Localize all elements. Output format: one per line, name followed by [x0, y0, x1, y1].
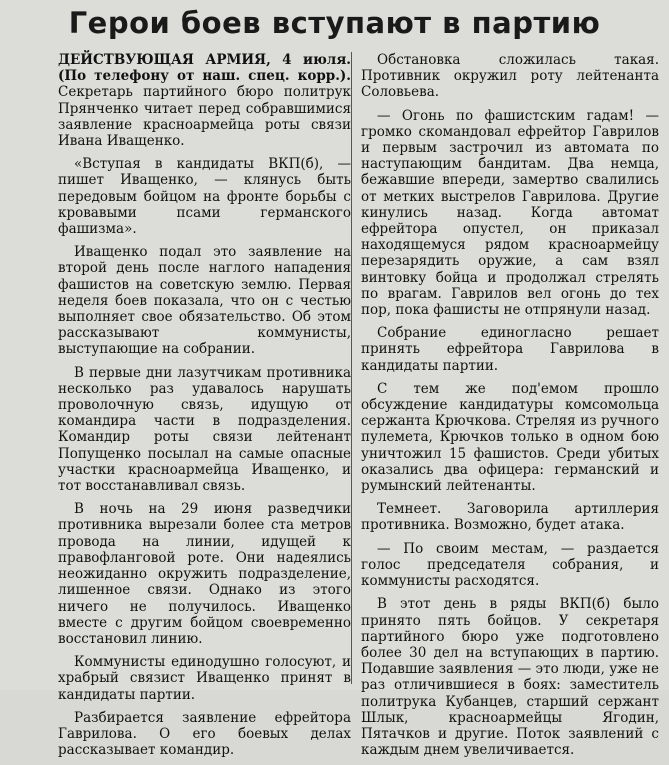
paragraph: — Огонь по фашистским гадам! — громко скомандовал ефрейтор Гаврилов и первым застрочил из автомата по наступающим бандитам. Два немца, бежавшие впереди, замертво свалились от метких выстрелов Гаврилова. Другие кинулись назад. Когда автомат ефрейтора опустел, он приказал находящемуся рядом красноармейцу перезарядить оружие, а сам взял винтовку бойца и продолжал стрелять по врагам. Гаврилов вел огонь до тех пор, пока фашисты не отпрянули назад.	[361, 107, 659, 319]
dateline: ДЕЙСТВУЮЩАЯ АРМИЯ, 4 июля.	[58, 52, 351, 68]
right-column	[361, 52, 659, 765]
paragraph: В этот день в ряды ВКП(б) было принято пять бойцов. У секретаря партийного бюро уже подготовлено более 30 дел на вступающих в партию. Подавшие заявления — это люди, уже не раз отличившиеся в боях: заместитель политрука Кубанцев, старший сержант Шлык, красноармейцы Ягодин, Пятачков и другие. Поток заявлений с каждым днем увеличивается.	[361, 596, 659, 759]
paragraph: — По своим местам, — раздается голос председателя собрания, и коммунисты расходятся.	[361, 540, 659, 590]
lead-text: Секретарь партийного бюро политрук Прянченко читает перед собравшимися заявление красноармейца роты связи Ивана Иващенко.	[58, 84, 351, 150]
paragraph: В первые дни лазутчикам противника несколько раз удавалось нарушать проволочную связь, идущую от командира части в подразделения. Командир роты связи лейтенант Попущенко посылал на самые опасные участки красноармейца Иващенко, и тот восстанавливал связь.	[58, 364, 351, 495]
paragraph: Иващенко подал это заявление на второй день после наглого нападения фашистов на советскую землю. Первая неделя боев показала, что он с честью выполняет свое обязательство. Об этом рассказывают коммунисты, выступающие на собрании.	[58, 244, 351, 358]
paragraph: С тем же под'емом прошло обсуждение кандидатуры комсомольца сержанта Крючкова. Стреляя из ручного пулемета, Крючков только в одном бою уничтожил 15 фашистов. Среди убитых оказались два офицера: германский и румынский лейтенанты.	[361, 380, 659, 495]
paragraph: В ночь на 29 июня разведчики противника вырезали более ста метров провода на линии, идущей к правофланговой роте. Они надеялись неожиданно окружить подразделение, лишенное связи. Однако из этого ничего не получилось. Иващенко вместе с другим бойцом своевременно восстановил линию.	[58, 501, 351, 647]
paragraph: Собрание единогласно решает принять ефрейтора Гаврилова в кандидаты партии.	[361, 325, 659, 374]
article-headline: Герои боев вступают в партию	[68, 6, 601, 40]
paragraph-lead	[58, 52, 351, 149]
byline: (По телефону от наш. спец. корр.).	[58, 68, 351, 85]
column-divider	[351, 52, 352, 684]
paragraph: Разбирается заявление ефрейтора Гаврилова. О его боевых делах рассказывает командир.	[58, 709, 351, 759]
paragraph: Темнеет. Заговорила артиллерия противника. Возможно, будет атака.	[361, 501, 659, 534]
left-column	[58, 52, 351, 765]
paragraph: «Вступая в кандидаты ВКП(б), — пишет Иващенко, — клянусь быть передовым бойцом на фронте борьбы с кровавыми псами германского фашизма».	[58, 156, 351, 238]
paragraph: Коммунисты единодушно голосуют, и храбрый связист Иващенко принят в кандидаты партии.	[58, 654, 351, 703]
paragraph: Обстановка сложилась такая. Противник окружил роту лейтенанта Соловьева.	[361, 52, 659, 101]
